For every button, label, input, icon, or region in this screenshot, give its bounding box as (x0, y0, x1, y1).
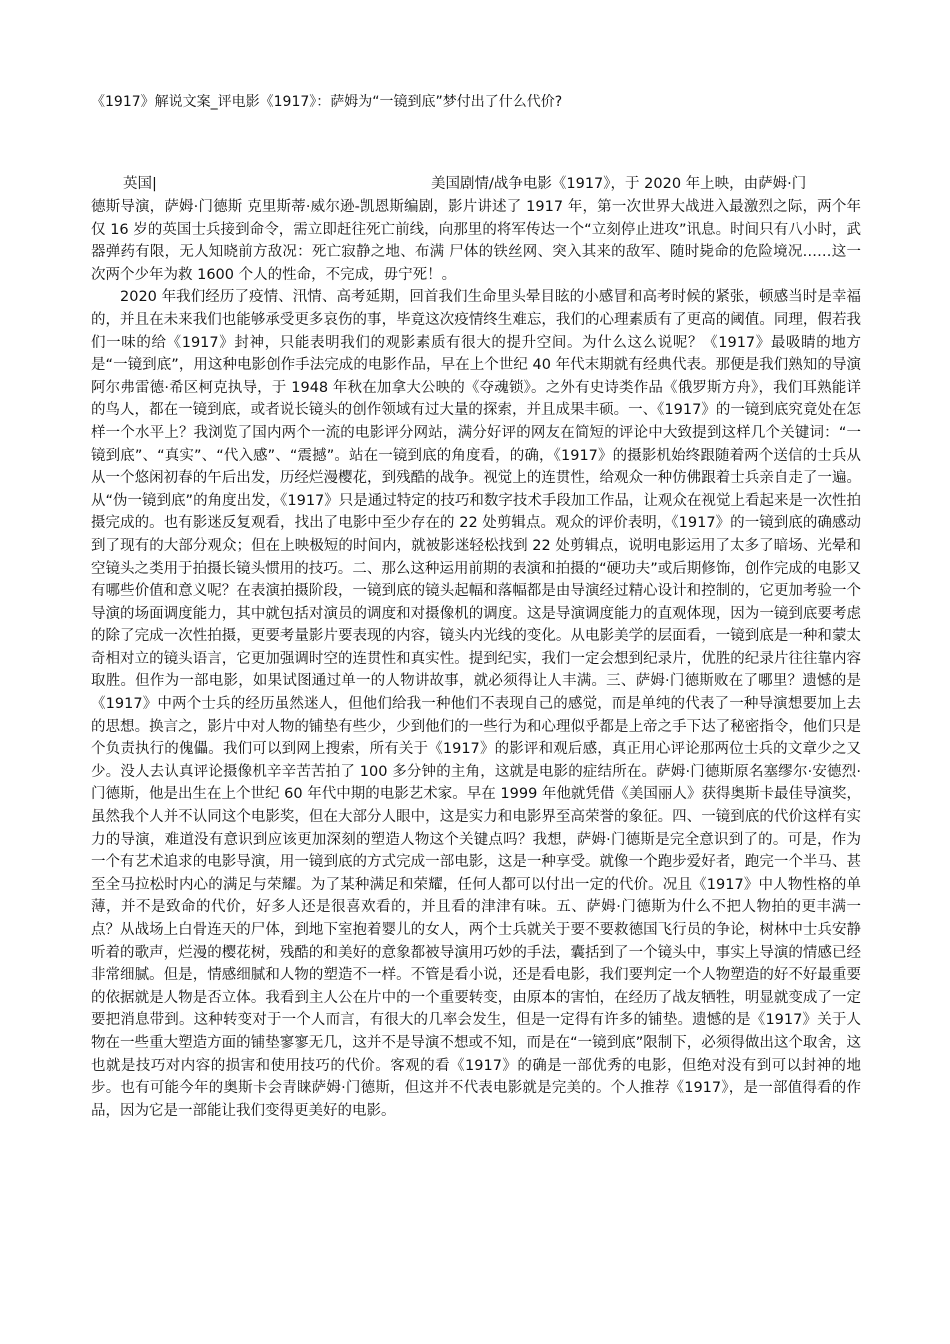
intro-lead: 英国| (123, 176, 157, 192)
intro-head: 美国剧情/战争电影《1917》，于 2020 年上映，由萨姆·门 (431, 176, 807, 192)
article-body (91, 196, 861, 1122)
main-paragraph: 2020 年我们经历了疫情、汛情、高考延期，回首我们生命里头晕目眩的小感冒和高考时候的紧张，顿感当时是幸福的，并且在未来我们也能够承受更多哀伤的事，毕竟这次疫情终生难忘，我们的心理素质有了更高的阈值。同理，假若我们一味的给《1917》封神，只能表明我们的观影素质有很大的提升空间。为什么这么说呢？《1917》最吸睛的地方是“一镜到底”，用这种电影创作手法完成的电影作品，早在上个世纪 40 年代末期就有经典代表。那便是我们熟知的导演阿尔弗雷德·希区柯克执导，于 1948 年秋在加拿大公映的《夺魂锁》。之外有史诗类作品《俄罗斯方舟》，我们耳熟能详的鸟人，都在一镜到底，或者说长镜头的创作领域有过大量的探索，并且成果丰硕。一、《1917》的一镜到底究竟处在怎样一个水平上？我浏览了国内两个一流的电影评分网站，满分好评的网友在简短的评论中大致提到这样几个关键词：“一镜到底”、“真实”、“代入感”、“震撼”。站在一镜到底的角度看，的确，《1917》的摄影机始终跟随着两个送信的士兵从从一个悠闲初春的午后出发，历经烂漫樱花，到残酷的战争。视觉上的连贯性，给观众一种仿佛跟着士兵亲自走了一遍。从“伪一镜到底”的角度出发，《1917》只是通过特定的技巧和数字技术手段加工作品，让观众在视觉上看起来是一次性拍摄完成的。也有影迷反复观看，找出了电影中至少存在的 22 处剪辑点。观众的评价表明，《1917》的一镜到底的确感动到了现有的大部分观众；但在上映极短的时间内，就被影迷轻松找到 22 处剪辑点，说明电影运用了太多了暗场、光晕和空镜头之类用于拍摄长镜头惯用的技巧。二、那么这种运用前期的表演和拍摄的“硬功夫”或后期修饰，创作完成的电影又有哪些价值和意义呢？在表演拍摄阶段，一镜到底的镜头起幅和落幅都是由导演经过精心设计和控制的，它更加考验一个导演的场面调度能力，其中就包括对演员的调度和对摄像机的调度。这是导演调度能力的直观体现，因为一镜到底要考虑的除了完成一次性拍摄，更要考量影片要表现的内容，镜头内光线的变化。从电影美学的层面看，一镜到底是一种和蒙太奇相对立的镜头语言，它更加强调时空的连贯性和真实性。提到纪实，我们一定会想到纪录片，优胜的纪录片往往靠内容取胜。但作为一部电影，如果试图通过单一的人物讲故事，就必须得让人丰满。三、萨姆·门德斯败在了哪里？遗憾的是《1917》中两个士兵的经历虽然迷人，但他们给我一种他们不表现自己的感觉，而是单纯的代表了一种导演想要加上去的思想。换言之，影片中对人物的铺垫有些少，少到他们的一些行为和心理似乎都是上帝之手下达了秘密指令，他们只是个负责执行的傀儡。我们可以到网上搜索，所有关于《1917》的影评和观后感，真正用心评论那两位士兵的文章少之又少。没人去认真评论摄像机辛辛苦苦拍了 100 多分钟的主角，这就是电影的症结所在。萨姆·门德斯原名塞缪尔·安德烈·门德斯，他是出生在上个世纪 60 年代中期的电影艺术家。早在 1999 年他就凭借《美国丽人》获得奥斯卡最佳导演奖，虽然我个人并不认同这个电影奖，但在大部分人眼中，这是实力和电影界至高荣誉的象征。四、一镜到底的代价这样有实力的导演，难道没有意识到应该更加深刻的塑造人物这个关键点吗？我想，萨姆·门德斯是完全意识到了的。可是，作为一个有艺术追求的电影导演，用一镜到底的方式完成一部电影，这是一种享受。就像一个跑步爱好者，跑完一个半马、甚至全马拉松时内心的满足与荣耀。为了某种满足和荣耀，任何人都可以付出一定的代价。况且《1917》中人物性格的单薄，并不是致命的代价，好多人还是很喜欢看的，并且看的津津有味。五、萨姆·门德斯为什么不把人物拍的更丰满一点？从战场上白骨连天的尸体，到地下室抱着婴儿的女人，两个士兵就关于要不要救德国飞行员的争论，树林中士兵安静听着的歌声，烂漫的樱花树，残酷的和美好的意象都被导演用巧妙的手法，囊括到了一个镜头中，事实上导演的情感已经非常细腻。但是，情感细腻和人物的塑造不一样。不管是看小说，还是看电影，我们要判定一个人物塑造的好不好最重要的依据就是人物是否立体。我看到主人公在片中的一个重要转变，由原本的害怕，在经历了战友牺牲，明显就变成了一定要把消息带到。这种转变对于一个人而言，有很大的几率会发生，但是一定得有许多的铺垫。遗憾的是《1917》关于人物在一些重大塑造方面的铺垫寥寥无几，这并不是导演不想或不知，而是在“一镜到底”限制下，必须得做出这个取舍，这也就是技巧对内容的损害和使用技巧的代价。客观的看《1917》的确是一部优秀的电影，但绝对没有到可以封神的地步。也有可能今年的奥斯卡会青睐萨姆·门德斯，但这并不代表电影就是完美的。个人推荐《1917》，是一部值得看的作品，因为它是一部能让我们变得更美好的电影。 (91, 289, 861, 1119)
intro-first-line (91, 172, 861, 196)
intro-paragraph: 德斯导演，萨姆·门德斯 克里斯蒂·威尔逊-凯恩斯编剧，影片讲述了 1917 年，第一次世界大战进入最激烈之际，两个年仅 16 岁的英国士兵接到命令，需立即赶往死亡前线，向那里的将军传达一个“立刻停止进攻”讯息。时间只有八小时，武器弹药有限，无人知晓前方敌况：死亡寂静之地、布满 尸体的铁丝网、突入其来的敌军、随时毙命的危险境况……这一次两个少年为救 1600 个人的性命，不完成，毋宁死！。 (91, 199, 861, 283)
document-title: 《1917》解说文案_评电影《1917》：萨姆为“一镜到底”梦付出了什么代价? (91, 94, 563, 110)
